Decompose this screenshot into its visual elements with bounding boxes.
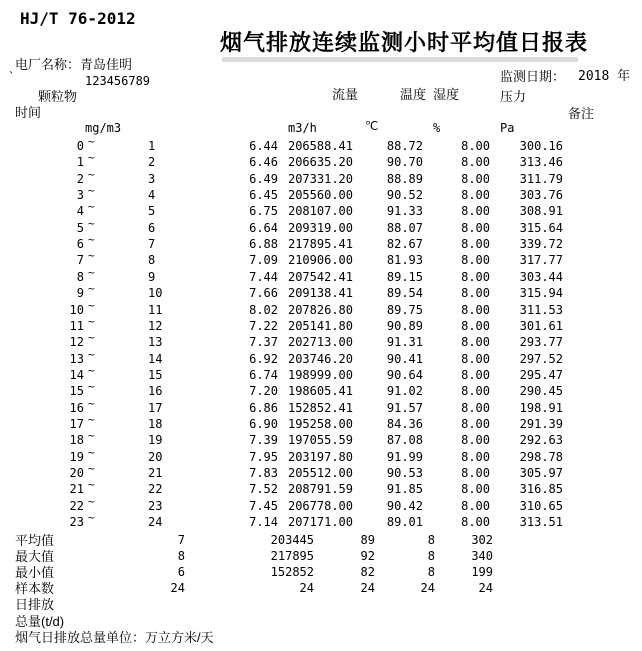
cell-pm: 7.14 bbox=[249, 515, 278, 530]
col-header-temp: 温度 bbox=[400, 87, 427, 102]
summary-value: 24 bbox=[360, 581, 375, 596]
hour-row bbox=[0, 380, 642, 401]
cell-flow: 207331.20 bbox=[287, 171, 353, 186]
cell-tilde: ~ bbox=[88, 298, 95, 312]
cell-hum: 8.00 bbox=[461, 220, 490, 235]
cell-end: 18 bbox=[148, 416, 163, 431]
cell-hum: 8.00 bbox=[461, 515, 490, 530]
col-header-pm: 颗粒物 bbox=[38, 89, 78, 104]
cell-pm: 7.09 bbox=[249, 253, 278, 268]
cell-press: 316.85 bbox=[519, 482, 563, 497]
cell-pm: 7.52 bbox=[249, 482, 278, 497]
hour-row bbox=[0, 298, 642, 320]
cell-hum: 8.00 bbox=[461, 302, 490, 317]
cell-start: 15 bbox=[69, 384, 84, 399]
plant-name-line bbox=[15, 57, 132, 72]
summary-label: 平均值 bbox=[15, 532, 55, 548]
cell-press: 303.44 bbox=[519, 269, 563, 284]
cell-temp: 87.08 bbox=[386, 433, 423, 448]
unit-humidity: % bbox=[433, 121, 441, 135]
cell-press: 300.16 bbox=[519, 139, 563, 153]
cell-temp: 91.31 bbox=[386, 335, 423, 350]
cell-tilde: ~ bbox=[88, 445, 95, 459]
cell-end: 12 bbox=[148, 318, 163, 333]
cell-end: 10 bbox=[148, 286, 163, 301]
cell-end: 4 bbox=[148, 188, 156, 203]
cell-press: 315.94 bbox=[519, 286, 563, 301]
cell-flow: 208107.00 bbox=[287, 204, 353, 219]
date-label: 监测日期： bbox=[500, 69, 566, 84]
cell-start: 21 bbox=[69, 482, 84, 497]
summary-value: 6 bbox=[177, 565, 185, 580]
title-underline bbox=[222, 57, 578, 62]
cell-pm: 6.46 bbox=[249, 155, 278, 170]
cell-flow: 206588.41 bbox=[287, 139, 353, 153]
unit-pm: mg/m3 bbox=[85, 121, 122, 135]
cell-hum: 8.00 bbox=[461, 416, 490, 431]
summary-value: 7 bbox=[177, 532, 185, 547]
footer-line-unit-note: 烟气日排放总量单位：万立方米/天 bbox=[15, 630, 214, 645]
cell-flow: 207542.41 bbox=[287, 269, 353, 284]
summary-value: 89 bbox=[360, 532, 375, 547]
cell-pm: 6.74 bbox=[249, 367, 278, 382]
cell-pm: 6.88 bbox=[249, 237, 278, 252]
cell-flow: 203197.80 bbox=[287, 449, 353, 464]
cell-flow: 198605.41 bbox=[287, 384, 353, 399]
hour-row bbox=[0, 511, 642, 532]
cell-end: 20 bbox=[148, 449, 163, 464]
cell-pm: 8.02 bbox=[249, 302, 278, 317]
cell-end: 9 bbox=[148, 269, 156, 284]
cell-pm: 6.44 bbox=[249, 139, 278, 153]
cell-press: 303.76 bbox=[519, 188, 563, 203]
cell-end: 3 bbox=[148, 171, 156, 186]
cell-start: 4 bbox=[76, 204, 84, 219]
cell-flow: 209319.00 bbox=[287, 220, 353, 235]
col-header-humidity: 湿度 bbox=[433, 87, 460, 102]
hour-row bbox=[0, 135, 642, 156]
unit-flow: m3/h bbox=[288, 121, 317, 135]
cell-press: 297.52 bbox=[519, 351, 563, 366]
cell-press: 315.64 bbox=[519, 220, 563, 235]
cell-temp: 88.72 bbox=[386, 139, 423, 153]
cell-hum: 8.00 bbox=[461, 139, 490, 153]
plant-name-value: 青岛佳明 bbox=[80, 57, 133, 72]
cell-tilde: ~ bbox=[88, 200, 95, 214]
cell-end: 7 bbox=[148, 237, 156, 252]
summary-value: 217895 bbox=[270, 548, 314, 563]
summary-value: 24 bbox=[478, 581, 493, 596]
cell-tilde: ~ bbox=[88, 380, 95, 394]
cell-tilde: ~ bbox=[88, 233, 95, 247]
cell-end: 8 bbox=[148, 253, 156, 268]
cell-start: 1 bbox=[76, 155, 84, 170]
cell-end: 22 bbox=[148, 482, 163, 497]
cell-hum: 8.00 bbox=[461, 286, 490, 301]
cell-start: 7 bbox=[76, 253, 84, 268]
cell-tilde: ~ bbox=[88, 249, 95, 263]
cell-press: 293.77 bbox=[519, 335, 563, 350]
cell-hum: 8.00 bbox=[461, 449, 490, 464]
plant-name-label: 电厂名称： bbox=[15, 57, 81, 72]
cell-temp: 90.42 bbox=[386, 498, 423, 513]
cell-pm: 7.37 bbox=[249, 335, 278, 350]
hour-row bbox=[0, 462, 642, 483]
cell-hum: 8.00 bbox=[461, 171, 490, 186]
cell-press: 311.79 bbox=[519, 171, 563, 186]
summary-label: 样本数 bbox=[15, 581, 55, 597]
cell-hum: 8.00 bbox=[461, 351, 490, 366]
cell-tilde: ~ bbox=[88, 511, 95, 525]
cell-start: 8 bbox=[76, 269, 84, 284]
cell-start: 5 bbox=[76, 220, 84, 235]
report-title: 烟气排放连续监测小时平均值日报表 bbox=[220, 30, 589, 55]
cell-temp: 88.89 bbox=[386, 171, 423, 186]
cell-pm: 6.92 bbox=[249, 351, 278, 366]
cell-tilde: ~ bbox=[88, 265, 95, 279]
cell-end: 11 bbox=[148, 302, 163, 317]
cell-temp: 90.52 bbox=[386, 188, 423, 203]
summary-label: 最小值 bbox=[15, 565, 55, 581]
summary-row bbox=[0, 549, 642, 566]
cell-start: 17 bbox=[69, 416, 84, 431]
cell-start: 20 bbox=[69, 466, 84, 480]
cell-pm: 7.39 bbox=[249, 433, 278, 448]
cell-press: 292.63 bbox=[519, 433, 563, 448]
cell-tilde: ~ bbox=[88, 494, 95, 508]
cell-temp: 91.02 bbox=[386, 384, 423, 399]
cell-press: 298.78 bbox=[519, 449, 563, 464]
cell-end: 13 bbox=[148, 335, 163, 350]
col-header-flow: 流量 bbox=[332, 87, 359, 102]
cell-press: 313.46 bbox=[519, 155, 563, 170]
summary-value: 24 bbox=[170, 581, 185, 596]
cell-hum: 8.00 bbox=[461, 155, 490, 170]
hour-row bbox=[0, 282, 642, 303]
summary-value: 302 bbox=[471, 532, 493, 547]
unit-pressure: Pa bbox=[500, 121, 515, 135]
footer-line-daily-emission: 日排放 bbox=[15, 597, 55, 612]
cell-start: 13 bbox=[69, 351, 84, 366]
cell-temp: 91.33 bbox=[386, 204, 423, 219]
cell-press: 301.61 bbox=[519, 318, 563, 333]
unit-temp: ℃ bbox=[365, 119, 379, 133]
cell-temp: 91.99 bbox=[386, 449, 423, 464]
cell-pm: 6.45 bbox=[249, 188, 278, 203]
hour-row bbox=[0, 151, 642, 172]
cell-tilde: ~ bbox=[88, 412, 95, 426]
cell-start: 23 bbox=[69, 515, 84, 530]
cell-flow: 210906.00 bbox=[287, 253, 353, 268]
summary-value: 24 bbox=[299, 581, 314, 596]
cell-hum: 8.00 bbox=[461, 400, 490, 415]
cell-tilde: ~ bbox=[88, 396, 95, 410]
cell-start: 19 bbox=[69, 449, 84, 464]
cell-press: 295.47 bbox=[519, 367, 563, 382]
cell-temp: 89.15 bbox=[386, 269, 423, 284]
hour-row bbox=[0, 167, 642, 189]
col-header-time: 时间 bbox=[15, 105, 42, 120]
cell-end: 21 bbox=[148, 466, 163, 480]
summary-value: 8 bbox=[427, 565, 435, 580]
cell-press: 308.91 bbox=[519, 204, 563, 219]
cell-press: 313.51 bbox=[519, 515, 563, 530]
cell-temp: 89.75 bbox=[386, 302, 423, 317]
standard-code: HJ/T 76-2012 bbox=[20, 9, 136, 28]
cell-hum: 8.00 bbox=[461, 367, 490, 382]
cell-pm: 6.86 bbox=[249, 400, 278, 415]
cell-press: 339.72 bbox=[519, 237, 563, 252]
hour-row bbox=[0, 216, 642, 238]
cell-flow: 205512.00 bbox=[287, 466, 353, 480]
cell-pm: 7.83 bbox=[249, 466, 278, 480]
cell-temp: 89.01 bbox=[386, 515, 423, 530]
cell-start: 2 bbox=[76, 171, 84, 186]
summary-value: 82 bbox=[360, 565, 375, 580]
cell-end: 24 bbox=[148, 515, 163, 530]
summary-value: 152852 bbox=[270, 565, 314, 580]
summary-value: 8 bbox=[177, 548, 185, 563]
cell-pm: 7.66 bbox=[249, 286, 278, 301]
cell-pm: 6.90 bbox=[249, 416, 278, 431]
cell-start: 0 bbox=[76, 139, 84, 153]
cell-tilde: ~ bbox=[88, 167, 95, 181]
cell-tilde: ~ bbox=[88, 151, 95, 165]
cell-press: 305.97 bbox=[519, 466, 563, 480]
cell-flow: 207171.00 bbox=[287, 515, 353, 530]
cell-tilde: ~ bbox=[88, 478, 95, 492]
cell-temp: 89.54 bbox=[386, 286, 423, 301]
cell-tilde: ~ bbox=[88, 331, 95, 345]
cell-hum: 8.00 bbox=[461, 269, 490, 284]
cell-end: 17 bbox=[148, 400, 163, 415]
cell-hum: 8.00 bbox=[461, 237, 490, 252]
summary-value: 24 bbox=[420, 581, 435, 596]
hour-row bbox=[0, 314, 642, 336]
cell-start: 9 bbox=[76, 286, 84, 301]
summary-row bbox=[0, 581, 642, 598]
col-header-remark: 备注 bbox=[568, 106, 595, 121]
hour-row bbox=[0, 478, 642, 499]
summary-value: 340 bbox=[471, 548, 493, 563]
cell-flow: 206635.20 bbox=[287, 155, 353, 170]
cell-pm: 7.44 bbox=[249, 269, 278, 284]
cell-pm: 7.95 bbox=[249, 449, 278, 464]
cell-start: 3 bbox=[76, 188, 84, 203]
hour-row bbox=[0, 429, 642, 450]
cell-start: 18 bbox=[69, 433, 84, 448]
cell-temp: 81.93 bbox=[386, 253, 423, 268]
cell-start: 14 bbox=[69, 367, 84, 382]
hour-row bbox=[0, 347, 642, 369]
cell-flow: 208791.59 bbox=[287, 482, 353, 497]
cell-end: 1 bbox=[148, 139, 156, 153]
footer-line-total: 总量(t/d) bbox=[15, 614, 65, 629]
cell-flow: 202713.00 bbox=[287, 335, 353, 350]
cell-tilde: ~ bbox=[88, 314, 95, 328]
cell-end: 23 bbox=[148, 498, 163, 513]
cell-temp: 90.64 bbox=[386, 367, 423, 382]
hour-row bbox=[0, 265, 642, 287]
cell-hum: 8.00 bbox=[461, 204, 490, 219]
hour-row bbox=[0, 184, 642, 205]
cell-temp: 91.57 bbox=[386, 400, 423, 415]
cell-end: 16 bbox=[148, 384, 163, 399]
cell-temp: 84.36 bbox=[386, 416, 423, 431]
cell-press: 311.53 bbox=[519, 302, 563, 317]
hour-row bbox=[0, 445, 642, 467]
cell-press: 310.65 bbox=[519, 498, 563, 513]
cell-tilde: ~ bbox=[88, 184, 95, 198]
cell-flow: 203746.20 bbox=[287, 351, 353, 366]
cell-press: 198.91 bbox=[519, 400, 563, 415]
summary-label: 最大值 bbox=[15, 548, 55, 564]
cell-hum: 8.00 bbox=[461, 188, 490, 203]
cell-press: 290.45 bbox=[519, 384, 563, 399]
hour-row bbox=[0, 233, 642, 254]
cell-end: 2 bbox=[148, 155, 156, 170]
cell-hum: 8.00 bbox=[461, 384, 490, 399]
cell-tilde: ~ bbox=[88, 282, 95, 296]
cell-start: 16 bbox=[69, 400, 84, 415]
date-value: 2018 年 bbox=[578, 69, 631, 84]
cell-flow: 198999.00 bbox=[287, 367, 353, 382]
cell-flow: 207826.80 bbox=[287, 302, 353, 317]
cell-tilde: ~ bbox=[88, 462, 95, 475]
cell-tilde: ~ bbox=[88, 363, 95, 377]
cell-end: 5 bbox=[148, 204, 156, 219]
col-header-pressure: 压力 bbox=[500, 89, 527, 104]
cell-end: 15 bbox=[148, 367, 163, 382]
summary-value: 8 bbox=[427, 532, 435, 547]
cell-hum: 8.00 bbox=[461, 318, 490, 333]
cell-hum: 8.00 bbox=[461, 335, 490, 350]
cell-start: 6 bbox=[76, 237, 84, 252]
summary-row bbox=[0, 565, 642, 582]
cell-flow: 205560.00 bbox=[287, 188, 353, 203]
cell-start: 10 bbox=[69, 302, 84, 317]
cell-pm: 6.75 bbox=[249, 204, 278, 219]
cell-pm: 6.49 bbox=[249, 171, 278, 186]
cell-temp: 90.70 bbox=[386, 155, 423, 170]
hour-row bbox=[0, 200, 642, 221]
hour-row bbox=[0, 412, 642, 434]
cell-flow: 197055.59 bbox=[287, 433, 353, 448]
cell-end: 14 bbox=[148, 351, 163, 366]
summary-value: 199 bbox=[471, 565, 493, 580]
cell-temp: 91.85 bbox=[386, 482, 423, 497]
cell-start: 11 bbox=[69, 318, 84, 333]
cell-press: 291.39 bbox=[519, 416, 563, 431]
cell-flow: 205141.80 bbox=[287, 318, 353, 333]
cell-flow: 195258.00 bbox=[287, 416, 353, 431]
cell-temp: 90.41 bbox=[386, 351, 423, 366]
cell-pm: 6.64 bbox=[249, 220, 278, 235]
cell-temp: 90.53 bbox=[386, 466, 423, 480]
cell-tilde: ~ bbox=[88, 429, 95, 443]
hour-row bbox=[0, 494, 642, 516]
cell-pm: 7.22 bbox=[249, 318, 278, 333]
cell-temp: 90.89 bbox=[386, 318, 423, 333]
summary-value: 92 bbox=[360, 548, 375, 563]
plant-code: 123456789 bbox=[85, 74, 151, 88]
summary-value: 8 bbox=[427, 548, 435, 563]
cell-pm: 7.45 bbox=[249, 498, 278, 513]
cell-flow: 209138.41 bbox=[287, 286, 353, 301]
cell-flow: 206778.00 bbox=[287, 498, 353, 513]
cell-flow: 152852.41 bbox=[287, 400, 353, 415]
hour-row bbox=[0, 249, 642, 270]
cell-flow: 217895.41 bbox=[287, 237, 353, 252]
cell-hum: 8.00 bbox=[461, 253, 490, 268]
cell-tilde: ~ bbox=[88, 216, 95, 230]
cell-hum: 8.00 bbox=[461, 466, 490, 480]
plant-mark: ` bbox=[8, 70, 16, 84]
cell-hum: 8.00 bbox=[461, 433, 490, 448]
cell-end: 19 bbox=[148, 433, 163, 448]
cell-temp: 82.67 bbox=[386, 237, 423, 252]
cell-tilde: ~ bbox=[88, 347, 95, 361]
cell-temp: 88.07 bbox=[386, 220, 423, 235]
hour-row bbox=[0, 363, 642, 385]
cell-start: 12 bbox=[69, 335, 84, 350]
cell-pm: 7.20 bbox=[249, 384, 278, 399]
hour-row bbox=[0, 331, 642, 352]
cell-start: 22 bbox=[69, 498, 84, 513]
hour-row bbox=[0, 396, 642, 418]
cell-tilde: ~ bbox=[88, 135, 95, 148]
cell-hum: 8.00 bbox=[461, 482, 490, 497]
cell-hum: 8.00 bbox=[461, 498, 490, 513]
summary-value: 203445 bbox=[270, 532, 314, 547]
cell-press: 317.77 bbox=[519, 253, 563, 268]
cell-end: 6 bbox=[148, 220, 156, 235]
summary-row bbox=[0, 533, 642, 550]
